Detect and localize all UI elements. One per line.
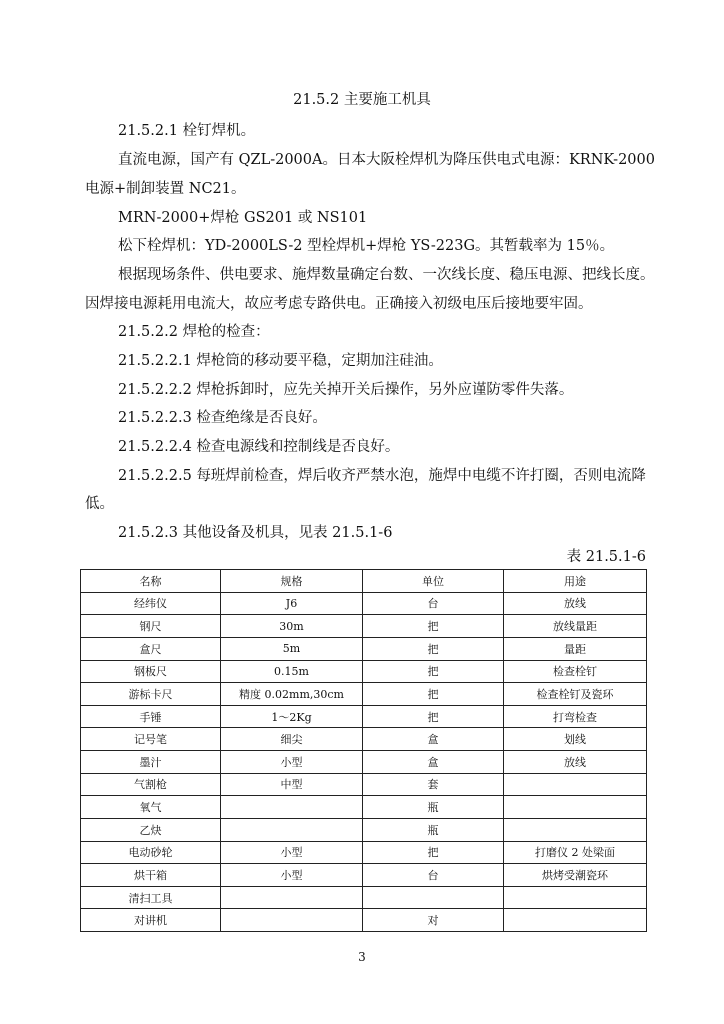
table-cell: 记号笔 xyxy=(81,728,221,751)
header-cell: 规格 xyxy=(221,570,363,593)
header-cell: 单位 xyxy=(363,570,504,593)
paragraph: 21.5.2.2.3 检查绝缘是否良好。 xyxy=(118,410,327,426)
table-cell: 小型 xyxy=(221,864,363,887)
table-row xyxy=(81,705,647,728)
table-cell: J6 xyxy=(221,592,363,615)
table-cell: 小型 xyxy=(221,751,363,774)
paragraph: 因焊接电源耗用电流大，故应考虑专路供电。正确接入初级电压后接地要牢固。 xyxy=(85,296,593,312)
table-header-row xyxy=(81,570,647,593)
table-cell xyxy=(504,773,647,796)
table-cell: 台 xyxy=(363,592,504,615)
paragraph: 松下栓焊机：YD-2000LS-2 型栓焊机+焊枪 YS-223G。其暂载率为 15％。 xyxy=(118,238,615,254)
table-caption: 表 21.5.1-6 xyxy=(566,549,646,565)
table-cell: 检查栓钉及瓷环 xyxy=(504,683,647,706)
table-row xyxy=(81,886,647,909)
paragraph: 21.5.2.2.4 检查电源线和控制线是否良好。 xyxy=(118,439,400,455)
table-row xyxy=(81,728,647,751)
table-cell: 气割枪 xyxy=(81,773,221,796)
table-cell: 盒 xyxy=(363,728,504,751)
table-cell: 1～2Kg xyxy=(221,705,363,728)
table-cell: 放线 xyxy=(504,751,647,774)
table-cell xyxy=(504,796,647,819)
table-cell: 瓶 xyxy=(363,818,504,841)
paragraph: 21.5.2.2.1 焊枪筒的移动要平稳，定期加注硅油。 xyxy=(118,353,443,369)
paragraph: 根据现场条件、供电要求、施焊数量确定台数、一次线长度、稳压电源、把线长度。 xyxy=(118,267,655,283)
table-cell: 放线量距 xyxy=(504,615,647,638)
table-cell: 墨汁 xyxy=(81,751,221,774)
table-row xyxy=(81,796,647,819)
table-cell xyxy=(221,818,363,841)
table-row xyxy=(81,818,647,841)
table-cell: 精度 0.02mm,30cm xyxy=(221,683,363,706)
table-cell: 游标卡尺 xyxy=(81,683,221,706)
table-row xyxy=(81,637,647,660)
table-cell: 钢板尺 xyxy=(81,660,221,683)
table-cell: 钢尺 xyxy=(81,615,221,638)
table-cell: 把 xyxy=(363,841,504,864)
table-cell: 氧气 xyxy=(81,796,221,819)
table-cell: 把 xyxy=(363,615,504,638)
table-cell: 0.15m xyxy=(221,660,363,683)
paragraph: MRN-2000+焊枪 GS201 或 NS101 xyxy=(118,210,368,226)
header-cell: 名称 xyxy=(81,570,221,593)
table-cell: 对 xyxy=(363,909,504,932)
paragraph: 低。 xyxy=(85,496,114,512)
table-cell: 瓶 xyxy=(363,796,504,819)
table-row xyxy=(81,751,647,774)
table-row xyxy=(81,660,647,683)
table-cell xyxy=(363,886,504,909)
table-cell xyxy=(504,818,647,841)
header-cell: 用途 xyxy=(504,570,647,593)
table-cell: 套 xyxy=(363,773,504,796)
table-row xyxy=(81,592,647,615)
table-cell: 清扫工具 xyxy=(81,886,221,909)
table-cell: 30m xyxy=(221,615,363,638)
table-cell: 把 xyxy=(363,683,504,706)
table-cell xyxy=(221,796,363,819)
table-cell: 经纬仪 xyxy=(81,592,221,615)
table-cell xyxy=(504,909,647,932)
table-cell: 小型 xyxy=(221,841,363,864)
table-cell xyxy=(221,909,363,932)
table-cell: 5m xyxy=(221,637,363,660)
table-row xyxy=(81,615,647,638)
table-cell: 把 xyxy=(363,637,504,660)
table-cell: 台 xyxy=(363,864,504,887)
table-cell: 打弯检查 xyxy=(504,705,647,728)
table-cell: 盒尺 xyxy=(81,637,221,660)
paragraph: 21.5.2.2 焊枪的检查： xyxy=(118,324,270,340)
table-cell: 检查栓钉 xyxy=(504,660,647,683)
table-row xyxy=(81,841,647,864)
table-cell: 细尖 xyxy=(221,728,363,751)
table-cell: 放线 xyxy=(504,592,647,615)
section-title: 21.5.2 主要施工机具 xyxy=(293,92,431,108)
table-cell xyxy=(504,886,647,909)
paragraph: 21.5.2.2.2 焊枪拆卸时，应先关掉开关后操作，另外应谨防零件失落。 xyxy=(118,382,574,398)
table-cell: 烘烤受潮瓷环 xyxy=(504,864,647,887)
table-row xyxy=(81,864,647,887)
table-cell: 中型 xyxy=(221,773,363,796)
table-cell: 划线 xyxy=(504,728,647,751)
table-cell: 电动砂轮 xyxy=(81,841,221,864)
table-cell: 乙炔 xyxy=(81,818,221,841)
paragraph: 电源+制卸装置 NC21。 xyxy=(85,181,246,197)
table-row xyxy=(81,683,647,706)
table-cell: 把 xyxy=(363,660,504,683)
equipment-table xyxy=(80,569,647,932)
table-cell: 烘干箱 xyxy=(81,864,221,887)
table-cell: 把 xyxy=(363,705,504,728)
table-row xyxy=(81,773,647,796)
paragraph: 21.5.2.2.5 每班焊前检查，焊后收齐严禁水泡，施焊中电缆不许打圈，否则电流降 xyxy=(118,468,646,484)
table-cell: 量距 xyxy=(504,637,647,660)
paragraph: 21.5.2.3 其他设备及机具，见表 21.5.1-6 xyxy=(118,525,393,541)
table-cell: 打磨仪 2 处梁面 xyxy=(504,841,647,864)
paragraph: 直流电源，国产有 QZL-2000A。日本大阪栓焊机为降压供电式电源：KRNK-2000 xyxy=(118,152,655,168)
table-cell: 手锤 xyxy=(81,705,221,728)
page-number: 3 xyxy=(358,950,366,964)
table-cell xyxy=(221,886,363,909)
table-cell: 盒 xyxy=(363,751,504,774)
table-row xyxy=(81,909,647,932)
table-cell: 对讲机 xyxy=(81,909,221,932)
paragraph: 21.5.2.1 栓钉焊机。 xyxy=(118,123,256,139)
